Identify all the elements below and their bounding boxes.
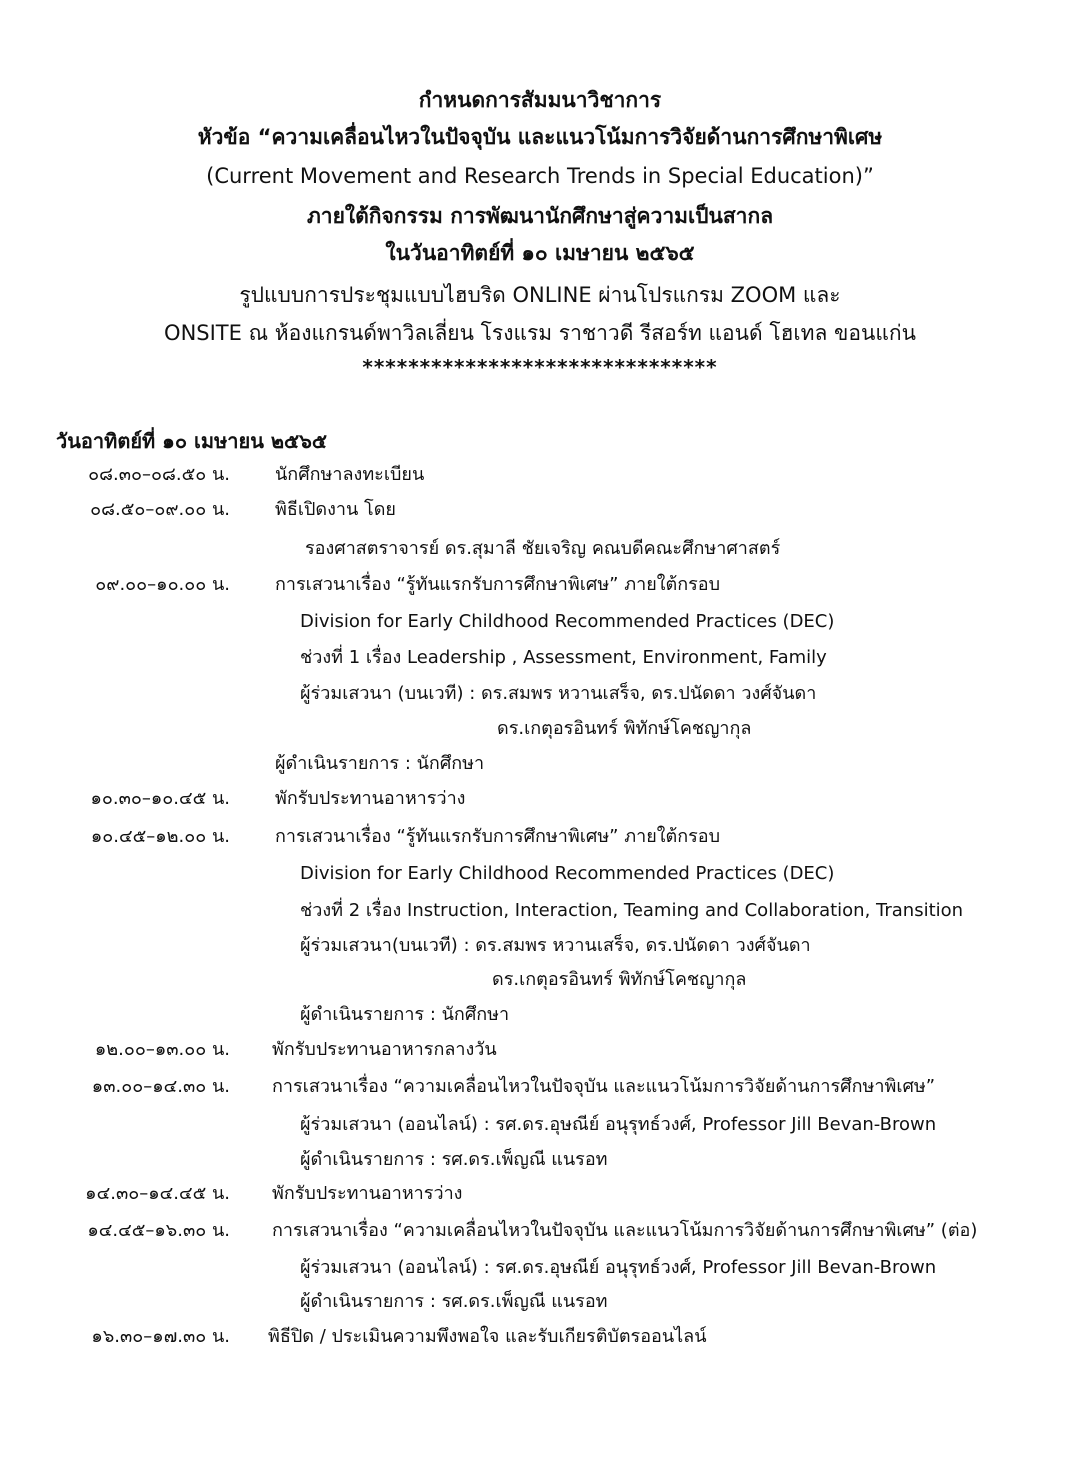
schedule-detail: ดร.เกตุอรอินทร์ พิทักษ์โคชญากุล (492, 969, 747, 990)
schedule-activity: พิธีปิด / ประเมินความพึงพอใจ และรับเกียรติบัตรออนไลน์ (268, 1326, 707, 1347)
schedule-detail: ผู้ร่วมเสวนา (ออนไลน์) : รศ.ดร.อุษณีย์ อนุรุทธ์วงศ์, Professor Jill Bevan-Brown (300, 1114, 937, 1135)
schedule-activity: การเสวนาเรื่อง “รู้ทันแรกรับการศึกษาพิเศษ” ภายใต้กรอบ (275, 826, 721, 847)
schedule-detail: ดร.เกตุอรอินทร์ พิทักษ์โคชญากุล (497, 718, 752, 739)
schedule-activity: การเสวนาเรื่อง “ความเคลื่อนไหวในปัจจุบัน และแนวโน้มการวิจัยด้านการศึกษาพิเศษ” (272, 1076, 936, 1097)
schedule-time: ๑๐.๔๕–๑๒.๐๐ น. (90, 826, 230, 847)
header-date: ในวันอาทิตย์ที่ ๑๐ เมษายน ๒๕๖๕ (385, 241, 695, 265)
header-title: กำหนดการสัมมนาวิชาการ (418, 88, 662, 112)
schedule-activity: พักรับประทานอาหารกลางวัน (272, 1039, 497, 1060)
schedule-detail: Division for Early Childhood Recommended Practices (DEC) (300, 863, 835, 884)
schedule-detail: ผู้ร่วมเสวนา(บนเวที) : ดร.สมพร หวานเสร็จ, ดร.ปนัดดา วงศ์จันดา (300, 935, 811, 956)
header-topic-thai: หัวข้อ “ความเคลื่อนไหวในปัจจุบัน และแนวโน้มการวิจัยด้านการศึกษาพิเศษ (197, 125, 883, 149)
schedule-detail: ช่วงที่ 2 เรื่อง Instruction, Interaction, Teaming and Collaboration, Transition (300, 900, 964, 921)
schedule-time: ๑๐.๓๐–๑๐.๔๕ น. (90, 788, 230, 809)
schedule-detail: ผู้ดำเนินรายการ : นักศึกษา (300, 1004, 510, 1025)
schedule-detail: ผู้ดำเนินรายการ : รศ.ดร.เพ็ญณี แนรอท (300, 1291, 608, 1312)
schedule-time: ๐๙.๐๐–๑๐.๐๐ น. (95, 574, 230, 595)
schedule-activity: การเสวนาเรื่อง “รู้ทันแรกรับการศึกษาพิเศษ” ภายใต้กรอบ (275, 574, 721, 595)
header-topic-english: (Current Movement and Research Trends in Special Education)” (206, 164, 874, 188)
schedule-detail: Division for Early Childhood Recommended Practices (DEC) (300, 611, 835, 632)
schedule-time: ๑๖.๓๐–๑๗.๓๐ น. (91, 1326, 230, 1347)
schedule-time: ๐๘.๕๐–๐๙.๐๐ น. (90, 499, 230, 520)
schedule-activity: พักรับประทานอาหารว่าง (275, 788, 466, 809)
schedule-detail: ผู้ดำเนินรายการ : นักศึกษา (275, 753, 485, 774)
schedule-activity: พักรับประทานอาหารว่าง (272, 1183, 463, 1204)
schedule-detail: ผู้ร่วมเสวนา (บนเวที) : ดร.สมพร หวานเสร็จ, ดร.ปนัดดา วงศ์จันดา (300, 683, 817, 704)
header-divider-stars: ******************************* (362, 355, 718, 379)
schedule-time: ๐๘.๓๐–๐๘.๕๐ น. (88, 464, 230, 485)
schedule-time: ๑๒.๐๐–๑๓.๐๐ น. (94, 1039, 230, 1060)
day-heading: วันอาทิตย์ที่ ๑๐ เมษายน ๒๕๖๕ (56, 429, 327, 453)
schedule-activity: นักศึกษาลงทะเบียน (275, 464, 425, 485)
header-activity: ภายใต้กิจกรรม การพัฒนานักศึกษาสู่ความเป็นสากล (306, 204, 774, 228)
schedule-detail: ผู้ดำเนินรายการ : รศ.ดร.เพ็ญณี แนรอท (300, 1149, 608, 1170)
schedule-time: ๑๔.๓๐–๑๔.๔๕ น. (85, 1183, 230, 1204)
schedule-detail: รองศาสตราจารย์ ดร.สุมาลี ชัยเจริญ คณบดีคณะศึกษาศาสตร์ (305, 538, 781, 559)
header-format: รูปแบบการประชุมแบบไฮบริด ONLINE ผ่านโปรแกรม ZOOM และ (239, 283, 841, 307)
header-venue: ONSITE ณ ห้องแกรนด์พาวิลเลี่ยน โรงแรม ราชาวดี รีสอร์ท แอนด์ โฮเทล ขอนแก่น (164, 321, 916, 345)
schedule-detail: ผู้ร่วมเสวนา (ออนไลน์) : รศ.ดร.อุษณีย์ อนุรุทธ์วงศ์, Professor Jill Bevan-Brown (300, 1257, 937, 1278)
schedule-activity: พิธีเปิดงาน โดย (275, 499, 396, 520)
schedule-detail: ช่วงที่ 1 เรื่อง Leadership , Assessment, Environment, Family (300, 647, 827, 668)
schedule-time: ๑๓.๐๐–๑๔.๓๐ น. (91, 1076, 230, 1097)
schedule-time: ๑๔.๔๕–๑๖.๓๐ น. (87, 1220, 230, 1241)
schedule-activity: การเสวนาเรื่อง “ความเคลื่อนไหวในปัจจุบัน และแนวโน้มการวิจัยด้านการศึกษาพิเศษ” (ต่อ) (272, 1220, 978, 1241)
